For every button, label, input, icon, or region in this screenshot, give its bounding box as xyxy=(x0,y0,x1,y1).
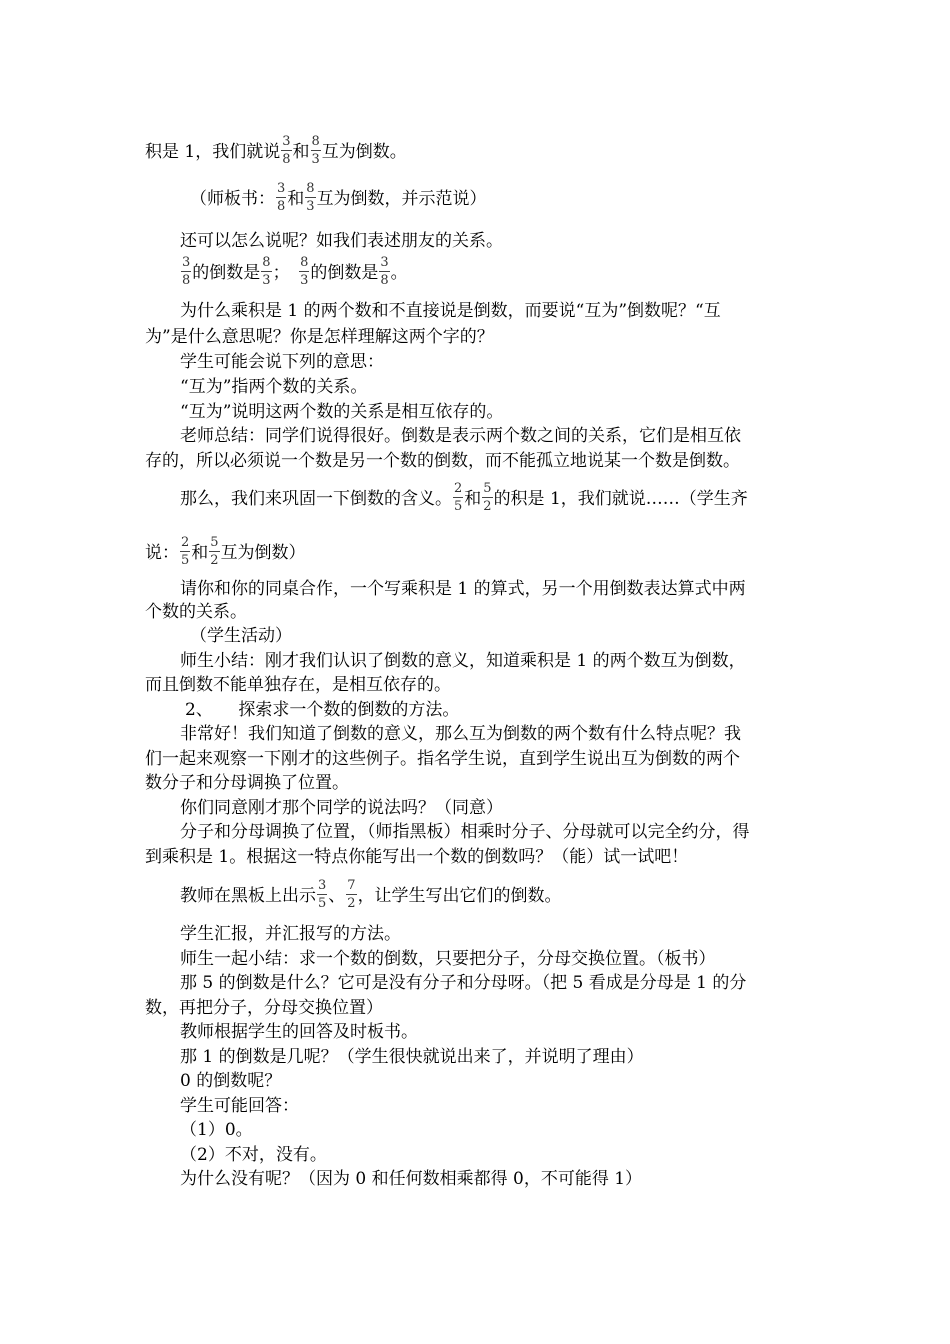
text-line xyxy=(190,183,487,216)
text-run: 到乘积是 1。根据这一特点你能写出一个数的倒数吗？（能）试一试吧！ xyxy=(145,847,689,867)
text-run: “互为”指两个数的关系。 xyxy=(180,377,368,397)
text-line xyxy=(180,723,741,745)
fraction xyxy=(305,181,315,214)
text-line xyxy=(145,846,688,868)
text-run: ，让学生写出它们的倒数。 xyxy=(357,886,562,906)
text-line xyxy=(145,537,306,570)
text-line xyxy=(180,230,503,252)
text-line xyxy=(145,674,451,696)
fraction xyxy=(311,134,321,167)
text-run: 和 xyxy=(191,543,209,563)
fraction-numerator: 3 xyxy=(380,255,389,270)
fraction-bar xyxy=(281,150,291,151)
text-run: （1）0。 xyxy=(180,1120,253,1140)
text-run: 师生小结：刚才我们认识了倒数的意义，知道乘积是 1 的两个数互为倒数， xyxy=(180,651,746,671)
fraction-bar xyxy=(453,497,463,498)
text-run: 互为倒数。 xyxy=(321,142,407,162)
fraction-numerator: 8 xyxy=(262,255,271,270)
fraction-denominator: 3 xyxy=(262,273,271,288)
text-run: 教师在黑板上出示 xyxy=(180,886,316,906)
fraction-numerator: 3 xyxy=(318,878,327,893)
text-line xyxy=(180,1144,327,1166)
text-run: 的倒数是 xyxy=(310,263,379,283)
fraction xyxy=(180,535,190,568)
fraction-numerator: 5 xyxy=(483,481,492,496)
text-line xyxy=(180,880,562,913)
text-run: 积是 1，我们就说 xyxy=(145,142,281,162)
fraction-bar xyxy=(379,271,389,272)
fraction xyxy=(482,481,492,514)
text-run: 数，再把分子，分母交换位置） xyxy=(145,998,383,1018)
text-run: 那 1 的倒数是几呢？（学生很快就说出来了，并说明了理由） xyxy=(180,1047,644,1067)
text-line xyxy=(145,450,740,472)
fraction-bar xyxy=(181,271,191,272)
fraction-bar xyxy=(299,271,309,272)
text-line xyxy=(145,326,494,348)
text-run: 0 的倒数呢？ xyxy=(180,1071,282,1091)
fraction xyxy=(209,535,219,568)
text-run: （学生活动） xyxy=(190,626,292,646)
text-run: 教师根据学生的回答及时板书。 xyxy=(180,1022,418,1042)
fraction xyxy=(379,255,389,288)
fraction-bar xyxy=(305,197,315,198)
text-line xyxy=(180,300,721,322)
fraction xyxy=(317,878,327,911)
fraction-denominator: 5 xyxy=(181,553,190,568)
fraction xyxy=(299,255,309,288)
text-run: （师板书： xyxy=(190,189,275,209)
text-line xyxy=(145,748,740,770)
text-line xyxy=(180,923,401,945)
fraction-numerator: 8 xyxy=(300,255,309,270)
fraction-denominator: 5 xyxy=(454,499,463,514)
text-line xyxy=(185,699,459,721)
text-run: 、 xyxy=(328,886,346,906)
fraction-numerator: 3 xyxy=(282,134,291,149)
text-run: 互为倒数） xyxy=(220,543,306,563)
fraction-denominator: 8 xyxy=(182,273,191,288)
text-run: 请你和你的同桌合作，一个写乘积是 1 的算式，另一个用倒数表达算式中两 xyxy=(180,579,746,599)
text-run: 那么，我们来巩固一下倒数的含义。 xyxy=(180,489,452,509)
fraction xyxy=(181,255,191,288)
text-run: 2、 探索求一个数的倒数的方法。 xyxy=(185,700,460,720)
text-line xyxy=(180,821,750,843)
text-run: 非常好！我们知道了倒数的意义，那么互为倒数的两个数有什么特点呢？我 xyxy=(180,724,741,744)
text-run: 和 xyxy=(464,489,482,509)
text-line xyxy=(145,997,383,1019)
fraction-denominator: 3 xyxy=(311,152,320,167)
fraction-numerator: 3 xyxy=(182,255,191,270)
fraction-numerator: 8 xyxy=(311,134,320,149)
text-run: 的倒数是 xyxy=(192,263,261,283)
text-line xyxy=(180,578,746,600)
text-line xyxy=(180,483,748,516)
fraction-numerator: 2 xyxy=(454,481,463,496)
text-run: 你们同意刚才那个同学的说法吗？（同意） xyxy=(180,798,503,818)
text-line xyxy=(180,948,716,970)
text-line xyxy=(180,797,503,819)
text-run: 老师总结：同学们说得很好。倒数是表示两个数之间的关系，它们是相互依 xyxy=(180,426,741,446)
text-line xyxy=(180,425,741,447)
text-line xyxy=(180,401,503,423)
fraction-denominator: 8 xyxy=(380,273,389,288)
fraction-denominator: 2 xyxy=(210,553,219,568)
text-run: 而且倒数不能单独存在，是相互依存的。 xyxy=(145,675,451,695)
text-run: 学生可能回答： xyxy=(180,1096,299,1116)
text-run: 分子和分母调换了位置，（师指黑板）相乘时分子、分母就可以完全约分，得 xyxy=(180,822,750,842)
text-run: 那 5 的倒数是什么？它可是没有分子和分母呀。（把 5 看成是分母是 1 的分 xyxy=(180,973,747,993)
text-run: 们一起来观察一下刚才的这些例子。指名学生说，直到学生说出互为倒数的两个 xyxy=(145,749,740,769)
text-run: 为什么乘积是 1 的两个数和不直接说是倒数，而要说“互为”倒数呢？“互 xyxy=(180,301,721,321)
fraction xyxy=(261,255,271,288)
text-run: 说： xyxy=(145,543,179,563)
text-run: 和 xyxy=(292,142,310,162)
fraction-numerator: 2 xyxy=(181,535,190,550)
text-line xyxy=(180,257,408,290)
fraction-denominator: 3 xyxy=(300,273,309,288)
text-run: 为”是什么意思呢？你是怎样理解这两个字的？ xyxy=(145,327,494,347)
text-line xyxy=(180,1046,644,1068)
text-line xyxy=(180,650,746,672)
fraction-bar xyxy=(261,271,271,272)
text-line xyxy=(190,625,292,647)
text-run: 学生可能会说下列的意思： xyxy=(180,352,384,372)
fraction-bar xyxy=(317,894,327,895)
text-run: 学生汇报，并汇报写的方法。 xyxy=(180,924,401,944)
fraction-denominator: 3 xyxy=(306,199,315,214)
text-run: ； xyxy=(272,263,299,283)
text-run: 为什么没有呢？（因为 0 和任何数相乘都得 0，不可能得 1） xyxy=(180,1169,643,1189)
text-line xyxy=(145,772,349,794)
text-run: 师生一起小结：求一个数的倒数，只要把分子，分母交换位置。（板书） xyxy=(180,949,716,969)
text-line xyxy=(180,1168,642,1190)
fraction-bar xyxy=(276,197,286,198)
text-run: 和 xyxy=(287,189,305,209)
fraction-denominator: 5 xyxy=(318,896,327,911)
fraction xyxy=(281,134,291,167)
fraction-denominator: 2 xyxy=(483,499,492,514)
fraction-numerator: 3 xyxy=(277,181,286,196)
fraction-numerator: 5 xyxy=(210,535,219,550)
fraction-denominator: 2 xyxy=(347,896,356,911)
text-line xyxy=(180,1070,281,1092)
text-run: 。 xyxy=(390,263,408,283)
fraction-numerator: 7 xyxy=(347,878,356,893)
text-line xyxy=(180,1021,418,1043)
text-line xyxy=(180,972,746,994)
text-run: 还可以怎么说呢？如我们表述朋友的关系。 xyxy=(180,231,503,251)
fraction-bar xyxy=(482,497,492,498)
text-line xyxy=(180,1095,299,1117)
fraction xyxy=(346,878,356,911)
text-line xyxy=(145,136,407,169)
fraction-denominator: 8 xyxy=(282,152,291,167)
text-line xyxy=(180,1119,253,1141)
fraction-bar xyxy=(180,551,190,552)
text-run: “互为”说明这两个数的关系是相互依存的。 xyxy=(180,402,504,422)
fraction-bar xyxy=(311,150,321,151)
fraction xyxy=(276,181,286,214)
fraction xyxy=(453,481,463,514)
text-line xyxy=(145,601,247,623)
text-line xyxy=(180,376,367,398)
fraction-bar xyxy=(346,894,356,895)
fraction-bar xyxy=(209,551,219,552)
text-run: 个数的关系。 xyxy=(145,602,247,622)
text-run: 的积是 1，我们就说……（学生齐 xyxy=(493,489,748,509)
text-line xyxy=(180,351,384,373)
text-run: 存的，所以必须说一个数是另一个数的倒数，而不能孤立地说某一个数是倒数。 xyxy=(145,451,740,471)
text-run: 互为倒数，并示范说） xyxy=(316,189,487,209)
fraction-denominator: 8 xyxy=(277,199,286,214)
fraction-numerator: 8 xyxy=(306,181,315,196)
text-run: （2）不对，没有。 xyxy=(180,1145,327,1165)
text-run: 数分子和分母调换了位置。 xyxy=(145,773,349,793)
